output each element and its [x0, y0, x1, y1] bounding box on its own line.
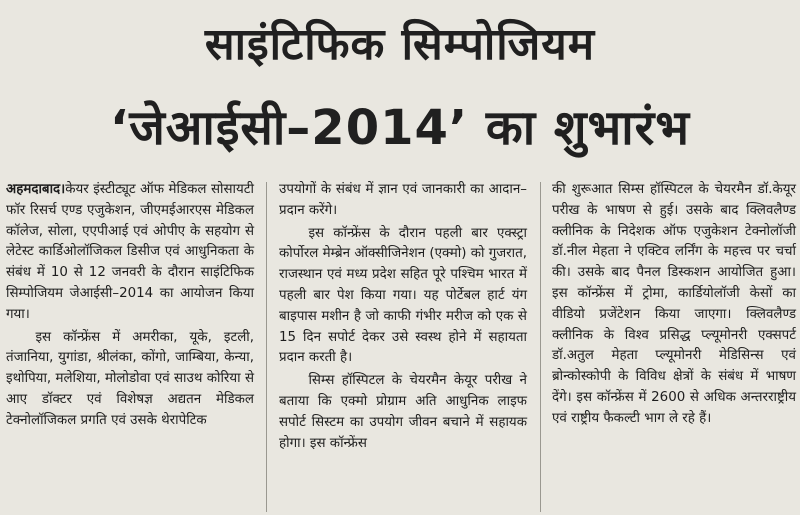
column-divider [266, 182, 267, 512]
article-paragraph: इस कॉन्फ्रेंस के दौरान पहली बार एक्स्ट्रा कोर्पोरल मेम्ब्रेन ऑक्सीजिनेशन (एक्मो) को गुजरात, राजस्थान एवं मध्य प्रदेश सहित पूरे पश्चिम भारत में पहली बार पेश किया गया। यह पोर्टेबल हार्ट यंग बाइपास मशीन है जो काफी गंभीर मरीज को एक से 15 दिन सपोर्ट देकर उसे स्वस्थ होने में सहायता प्रदान करती है। [279, 225, 528, 366]
paragraph-text: केयर इंस्टीट्यूट ऑफ मेडिकल सोसायटी फॉर रिसर्च एण्ड एजुकेशन, जीएमईआरएस मेडिकल कॉलेज, सोला, एएपीआई एवं ओपीए के सहयोग से लेटेस्ट कार्डिओलॉजिकल डिसीज एवं आधुनिकता के संबंध में 10 से 12 जनवरी के दौरान साइंटिफिक सिम्पोजियम जेआईसी–2014 का आयोजन किया गया। [6, 182, 254, 322]
article-paragraph: की शुरूआत सिम्स हॉस्पिटल के चेयरमैन डॉ.केयूर परीख के भाषण से हुई। उसके बाद क्लिवलैण्ड क्लीनिक के निदेशक ऑफ एजुकेशन टेक्नोलॉजी डॉ.नील मेहता ने एक्टिव लर्निंग के महत्त्व पर चर्चा की। उसके बाद पैनल डिस्कशन आयोजित हुआ। इस कॉन्फ्रेंस में ट्रोमा, कार्डियोलॉजी केसों का वीडियो प्रजेंटेशन किया जाएगा। क्लिवलैण्ड क्लीनिक के विश्व प्रसिद्ध प्ल्यूमोनरी एक्सपर्ट डॉ.अतुल मेहता प्ल्यूमोनरी मेडिसिन्स एवं ब्रोन्कोस्कोपी के विविध क्षेत्रों के संबंध में भाषण देंगे। इस कॉन्फ्रेंस में 2600 से अधिक अन्तरराष्ट्रीय एवं राष्ट्रीय फैकल्टी भाग ले रहे हैं। [552, 182, 796, 426]
article-column-1 [6, 180, 254, 432]
article-paragraph: इस कॉन्फ्रेंस में अमरीका, यूके, इटली, तंजानिया, युगांडा, श्रीलंका, कोंगो, जाम्बिया, केन्या, इथोपिया, मलेशिया, मोलोडोवा एवं साउथ कोरिया से आए डॉक्टर एवं विशेषज्ञ अद्यतन मेडिकल टेक्नोलॉजिकल प्रगति एवं उसके थेरापेटिक [6, 329, 254, 428]
dateline: अहमदाबाद। [6, 182, 66, 197]
article-column-2 [279, 180, 527, 454]
article-column-3 [552, 180, 796, 430]
column-divider [540, 182, 541, 512]
headline-line-1: साइंटिफिक सिम्पोजियम [204, 19, 596, 70]
article-paragraph: उपयोगों के संबंध में ज्ञान एवं जानकारी का आदान–प्रदान करेंगे। [279, 182, 527, 218]
article-paragraph: सिम्स हॉस्पिटल के चेयरमैन केयूर परीख ने बताया कि एक्मो प्रोग्राम अति आधुनिक लाइफ सपोर्ट सिस्टम का उपयोग जीवन बचाने में सहायक होगा। इस कॉन्फ्रेंस [279, 373, 527, 451]
headline-line-2: ‘जेआईसी–2014’ का शुभारंभ [109, 100, 691, 156]
article-paragraph [6, 180, 254, 326]
